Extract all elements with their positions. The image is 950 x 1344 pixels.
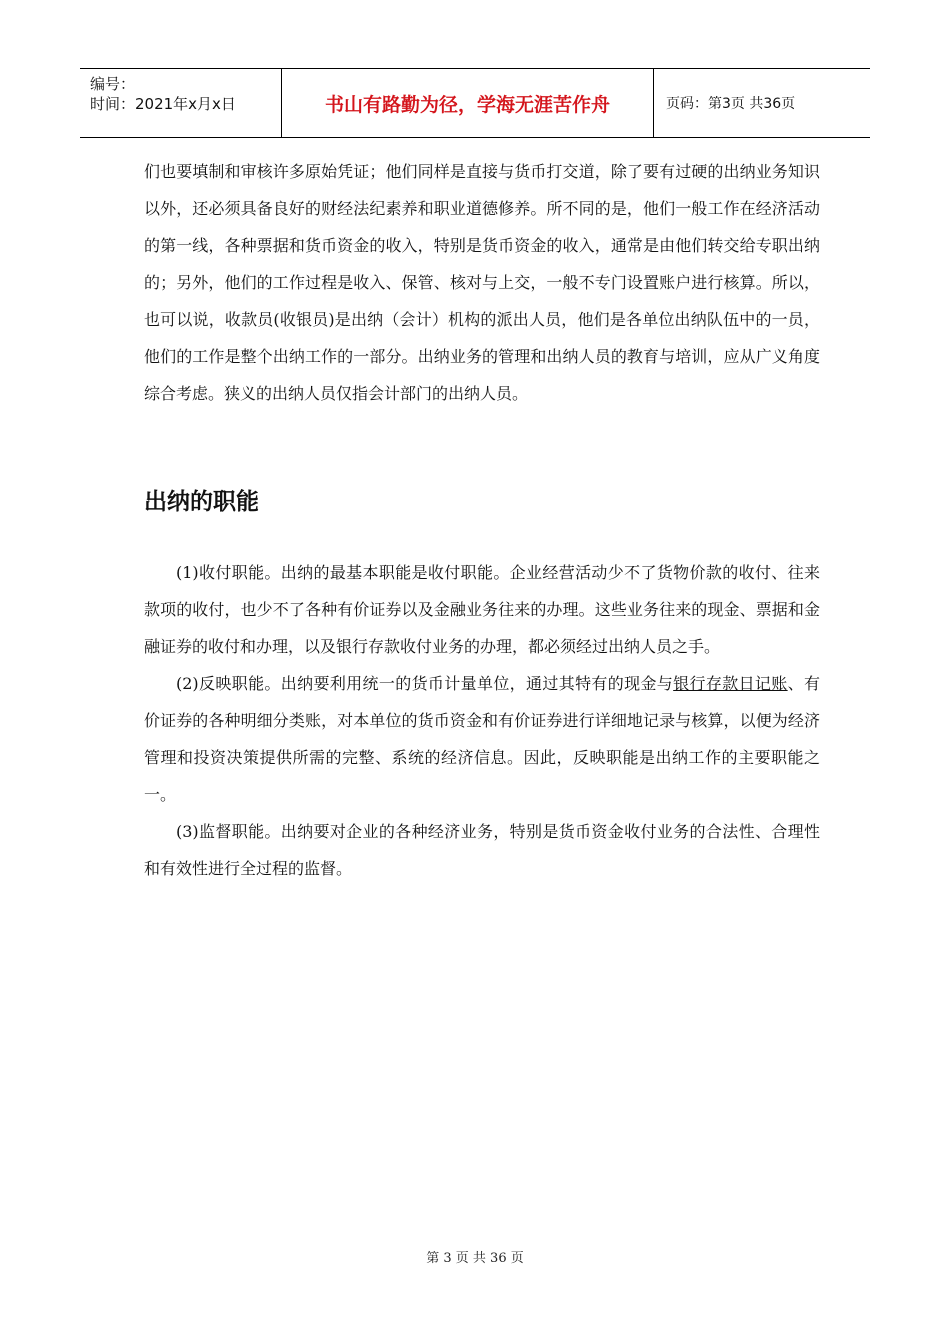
header-meta-cell — [80, 69, 282, 137]
header-page-info: 页码：第3页 共36页 — [666, 96, 796, 112]
intro-section — [144, 153, 820, 412]
document-date-label: 时间：2021年x月x日 — [90, 95, 236, 113]
bank-journal-link[interactable]: 银行存款日记账 — [673, 674, 788, 693]
functions-section — [144, 554, 820, 887]
section-title: 出纳的职能 — [144, 489, 259, 515]
intro-paragraph: 们也要填制和审核许多原始凭证；他们同样是直接与货币打交道，除了要有过硬的出纳业务知识以外，还必须具备良好的财经法纪素养和职业道德修养。所不同的是，他们一般工作在经济活动的第一线，各种票据和货币资金的收入，特别是货币资金的收入，通常是由他们转交给专职出纳的；另外，他们的工作过程是收入、保管、核对与上交，一般不专门设置账户进行核算。所以，也可以说，收款员(收银员)是出纳（会计）机构的派出人员，他们是各单位出纳队伍中的一员，他们的工作是整个出纳工作的一部分。出纳业务的管理和出纳人员的教育与培训，应从广义角度综合考虑。狭义的出纳人员仅指会计部门的出纳人员。 — [144, 162, 820, 403]
paragraph-text: (2)反映职能。出纳要利用统一的货币计量单位，通过其特有的现金与 — [176, 674, 674, 693]
function-paragraph-reporting — [144, 665, 820, 813]
page-footer: 第 3 页 共 36 页 — [426, 1251, 524, 1266]
paragraph-text: 、有价证券的各种明细分类账，对本单位的货币资金和有价证券进行详细地记录与核算，以便为经济管理和投资决策提供所需的完整、系统的经济信息。因此，反映职能是出纳工作的主要职能之一。 — [144, 674, 820, 804]
function-paragraph-supervision: (3)监督职能。出纳要对企业的各种经济业务，特别是货币资金收付业务的合法性、合理性和有效性进行全过程的监督。 — [144, 822, 820, 878]
function-paragraph-collection: (1)收付职能。出纳的最基本职能是收付职能。企业经营活动少不了货物价款的收付、往来款项的收付，也少不了各种有价证券以及金融业务往来的办理。这些业务往来的现金、票据和金融证券的收付和办理，以及银行存款收付业务的办理，都必须经过出纳人员之手。 — [144, 563, 820, 656]
header-motto: 书山有路勤为径，学海无涯苦作舟 — [282, 69, 654, 137]
page-header — [80, 68, 870, 138]
document-number-label: 编号： — [90, 75, 136, 93]
